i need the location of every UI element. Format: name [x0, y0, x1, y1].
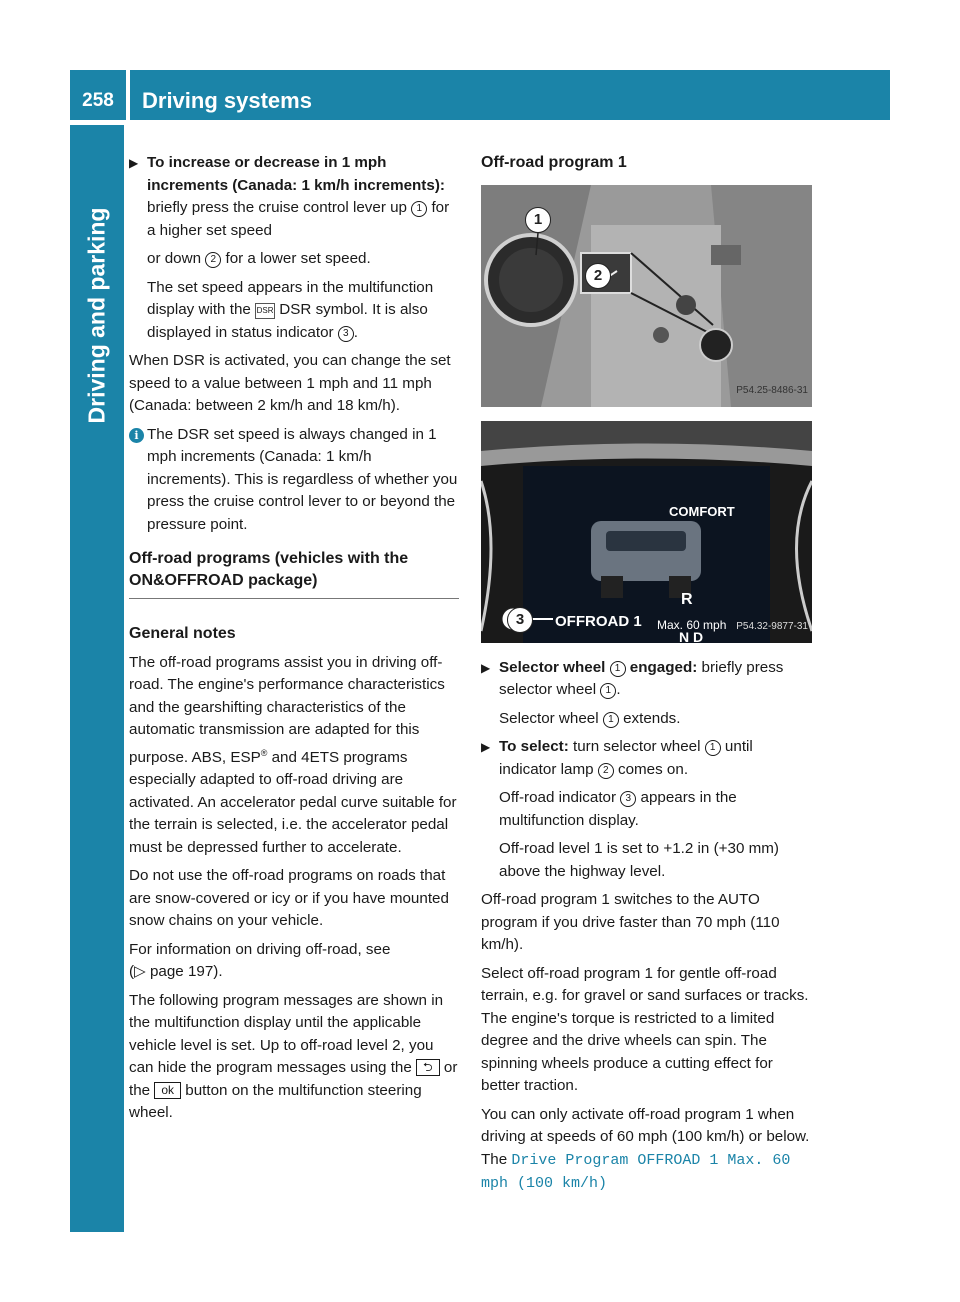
arrow-icon: ▶ — [481, 660, 491, 675]
paragraph: Select off-road program 1 for gentle off-road terrain, e.g. for gravel or sand surfaces or tracks. The engine's torque is restricted to a limited degree and the drive wheels can spin. The spinning wheels produce a cutting effect for better traction. — [481, 964, 809, 1094]
step-text: Selector wheel 1 extends. — [499, 709, 681, 727]
step-selector-engaged: ▶ Selector wheel 1 engaged: briefly press selector wheel 1 . — [481, 658, 784, 698]
step-text: Off-road level 1 is set to +1.2 in (+30 mm) above the highway level. — [499, 840, 779, 880]
callout-3-icon: 3 — [620, 791, 636, 807]
page-title: Driving systems — [142, 88, 312, 113]
arrow-icon: ▶ — [481, 740, 491, 754]
subsection-heading: General notes — [129, 625, 236, 642]
offroad-label: OFFROAD 1 — [555, 612, 642, 630]
info-note: i The DSR set speed is always changed in 1 mph increments (Canada: 1 km/h increments). This is regardless of whether you press the cruise control lever to or beyond the pressure point. — [129, 424, 459, 537]
cluster-illustration — [481, 421, 812, 643]
callout-3-icon: 3 — [507, 607, 533, 633]
callout-1-icon: 1 — [603, 712, 619, 728]
paragraph: When DSR is activated, you can change the set speed to a value between 1 mph and 11 mph (Canada: between 2 km/h and 18 km/h). — [129, 352, 451, 414]
step-text: Off-road indicator 3 appears in the multifunction display. — [499, 789, 737, 829]
gear-r-label: R — [681, 590, 693, 608]
right-column — [481, 152, 812, 1202]
paragraph: Do not use the off-road programs on roads that are snow-covered or icy or if you have mounted snow chains on your vehicle. — [129, 867, 449, 930]
max-speed-label: Max. 60 mph — [657, 617, 727, 632]
header-divider — [126, 70, 130, 120]
back-button-icon: ⮌ — [416, 1059, 440, 1076]
side-tab-label: Driving and parking — [83, 207, 110, 423]
display-message: Drive Program OFFROAD 1 Max. 60 mph (100 km/h) — [481, 1151, 791, 1192]
figure-code: P54.25-8486-31 — [736, 385, 808, 396]
callout-1-icon: 1 — [525, 207, 551, 233]
dsr-icon: DSR — [255, 303, 275, 319]
page-number: 258 — [82, 90, 114, 111]
instrument-cluster-photo — [481, 421, 812, 643]
callout-1-icon: 1 — [411, 201, 427, 217]
gear-nd-label: N D — [679, 628, 704, 643]
paragraph: For information on driving off-road, see (▷ page 197). — [129, 940, 391, 981]
ok-button-icon: ok — [154, 1082, 181, 1099]
paragraph: The off-road programs assist you in driving off-road. The engine's performance characteristics and the gearshifting characteristics of the automatic transmission are adapted for this purpose. ABS, ESP® and 4ETS programs especially adapted to off-road driving are activated. An accelerator pedal curve suitable for the terrain is selected, i.e. the accelerator pedal must be depressed further to accelerate. — [129, 653, 457, 856]
left-column — [129, 152, 459, 1131]
callout-2-icon: 2 — [598, 763, 614, 779]
subsection-heading: Off-road program 1 — [481, 154, 627, 171]
info-icon: i — [129, 428, 144, 443]
figure-code: P54.32-9877-31 — [736, 621, 808, 632]
step-select: ▶ To select: turn selector wheel 1 until indicator lamp 2 comes on. — [481, 738, 753, 778]
section-heading: Off-road programs (vehicles with the ON&OFFROAD package) — [129, 548, 459, 599]
step-text: or down 2 for a lower set speed. — [147, 250, 371, 267]
callout-1-icon: 1 — [705, 740, 721, 756]
page-reference-link[interactable]: (▷ page 197). — [129, 963, 223, 981]
selector-wheel-photo — [481, 185, 812, 407]
step-increase-decrease: ▶ To increase or decrease in 1 mph increments (Canada: 1 km/h increments): briefly press the cruise control lever up 1 for a higher set speed — [129, 154, 450, 239]
paragraph: You can only activate off-road program 1 when driving at speeds of 60 mph (100 km/h) or below. The Drive Program OFFROAD 1 Max. 60 mph (100 km/h) — [481, 1105, 810, 1192]
comfort-label: COMFORT — [669, 503, 735, 519]
step-text: The set speed appears in the multifunction display with the DSR DSR symbol. It is also displayed in status indicator 3 . — [147, 278, 434, 341]
arrow-icon: ▶ — [129, 156, 139, 170]
callout-2-icon: 2 — [585, 263, 611, 289]
callout-1-icon: 1 — [600, 683, 616, 699]
paragraph: Off-road program 1 switches to the AUTO program if you drive faster than 70 mph (110 km/h). — [481, 891, 780, 953]
callout-2-icon: 2 — [205, 252, 221, 268]
callout-1-icon: 1 — [610, 661, 626, 677]
callout-3-icon: 3 — [338, 326, 354, 342]
paragraph: The following program messages are shown in the multifunction display until the applicable vehicle level is set. Up to off-road level 2, you can hide the program messages using the ⮌ or the ok button on the multifunction steering wheel. — [129, 991, 458, 1122]
